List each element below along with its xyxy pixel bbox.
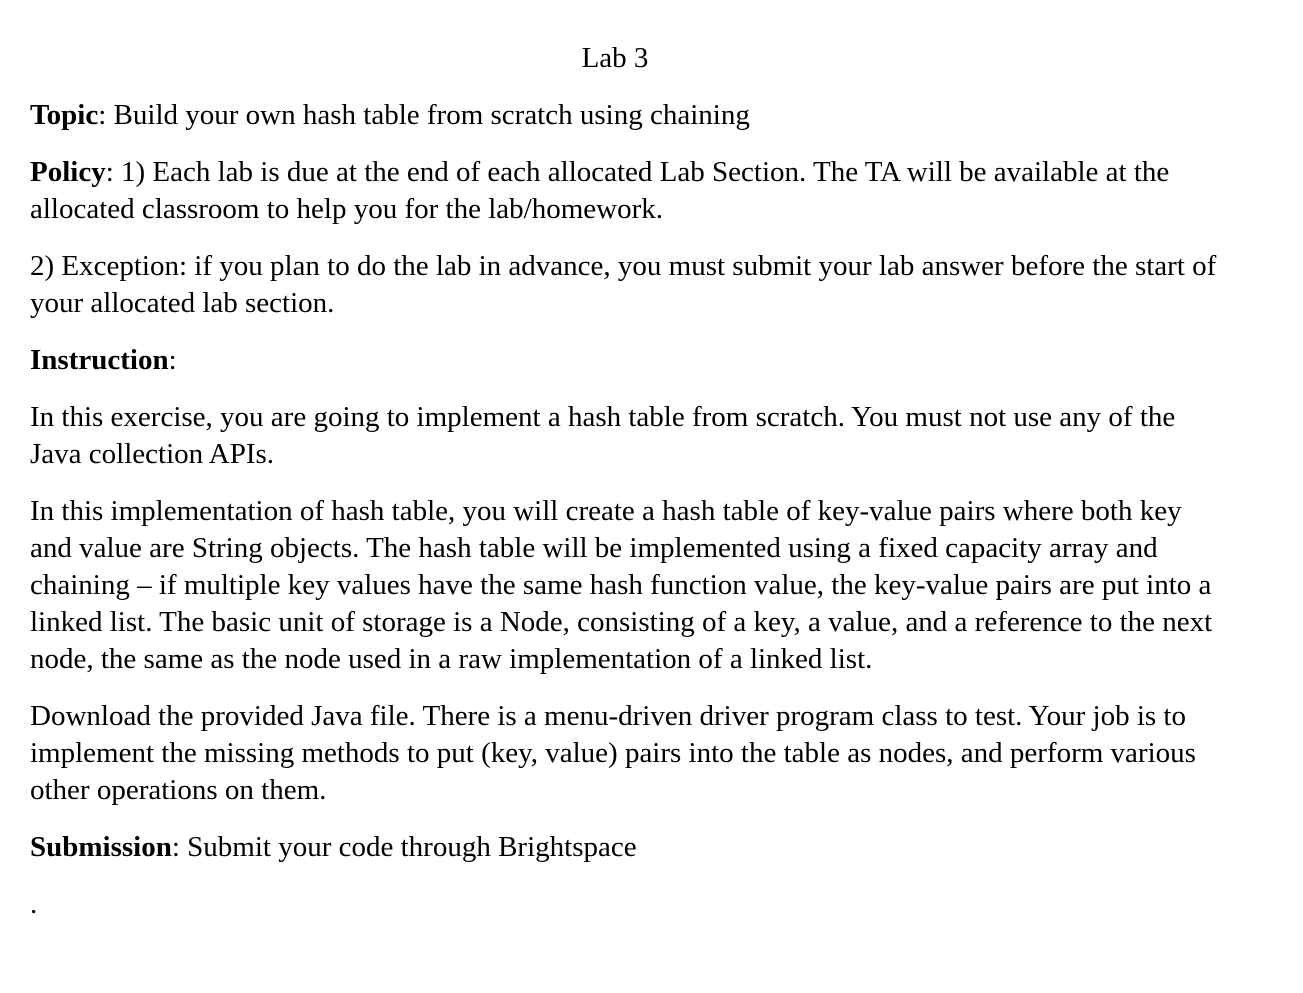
instruction-paragraph-2: In this implementation of hash table, you will create a hash table of key-value pairs where both key and value are String objects. The hash table will be implemented using a fixed capacity array and chaining – if multiple key values have the same hash function value, the key-value pairs are put into a linked list. The basic unit of storage is a Node, consisting of a key, a value, and a reference to the next node, the same as the node used in a raw implementation of a linked list. [30, 495, 1213, 675]
submission-paragraph [30, 829, 1230, 866]
instruction-paragraph-3: Download the provided Java file. There is a menu-driven driver program class to test. Your job is to implement the missing methods to put (key, value) pairs into the table as nodes, and perform various other operations on them. [30, 700, 1196, 806]
topic-label: Topic [30, 99, 99, 131]
topic-text: : Build your own hash table from scratch using chaining [98, 99, 750, 131]
topic-paragraph [30, 97, 1230, 134]
submission-text: : Submit your code through Brightspace [171, 831, 637, 863]
instruction-colon: : [168, 344, 177, 376]
document-page [30, 40, 1230, 923]
instruction-heading [30, 342, 1230, 379]
submission-label: Submission [30, 831, 172, 863]
instruction-label: Instruction [30, 344, 169, 376]
trailing-period: . [30, 888, 38, 920]
instruction-paragraph-1: In this exercise, you are going to implement a hash table from scratch. You must not use any of the Java collection APIs. [30, 401, 1176, 470]
policy-paragraph [30, 154, 1230, 228]
policy-exception-paragraph: 2) Exception: if you plan to do the lab in advance, you must submit your lab answer before the start of your allocated lab section. [30, 250, 1217, 319]
page-title: Lab 3 [581, 42, 649, 74]
policy-label: Policy [30, 156, 106, 188]
policy-text: : 1) Each lab is due at the end of each allocated Lab Section. The TA will be available at the allocated classroom to help you for the lab/homework. [30, 156, 1170, 225]
